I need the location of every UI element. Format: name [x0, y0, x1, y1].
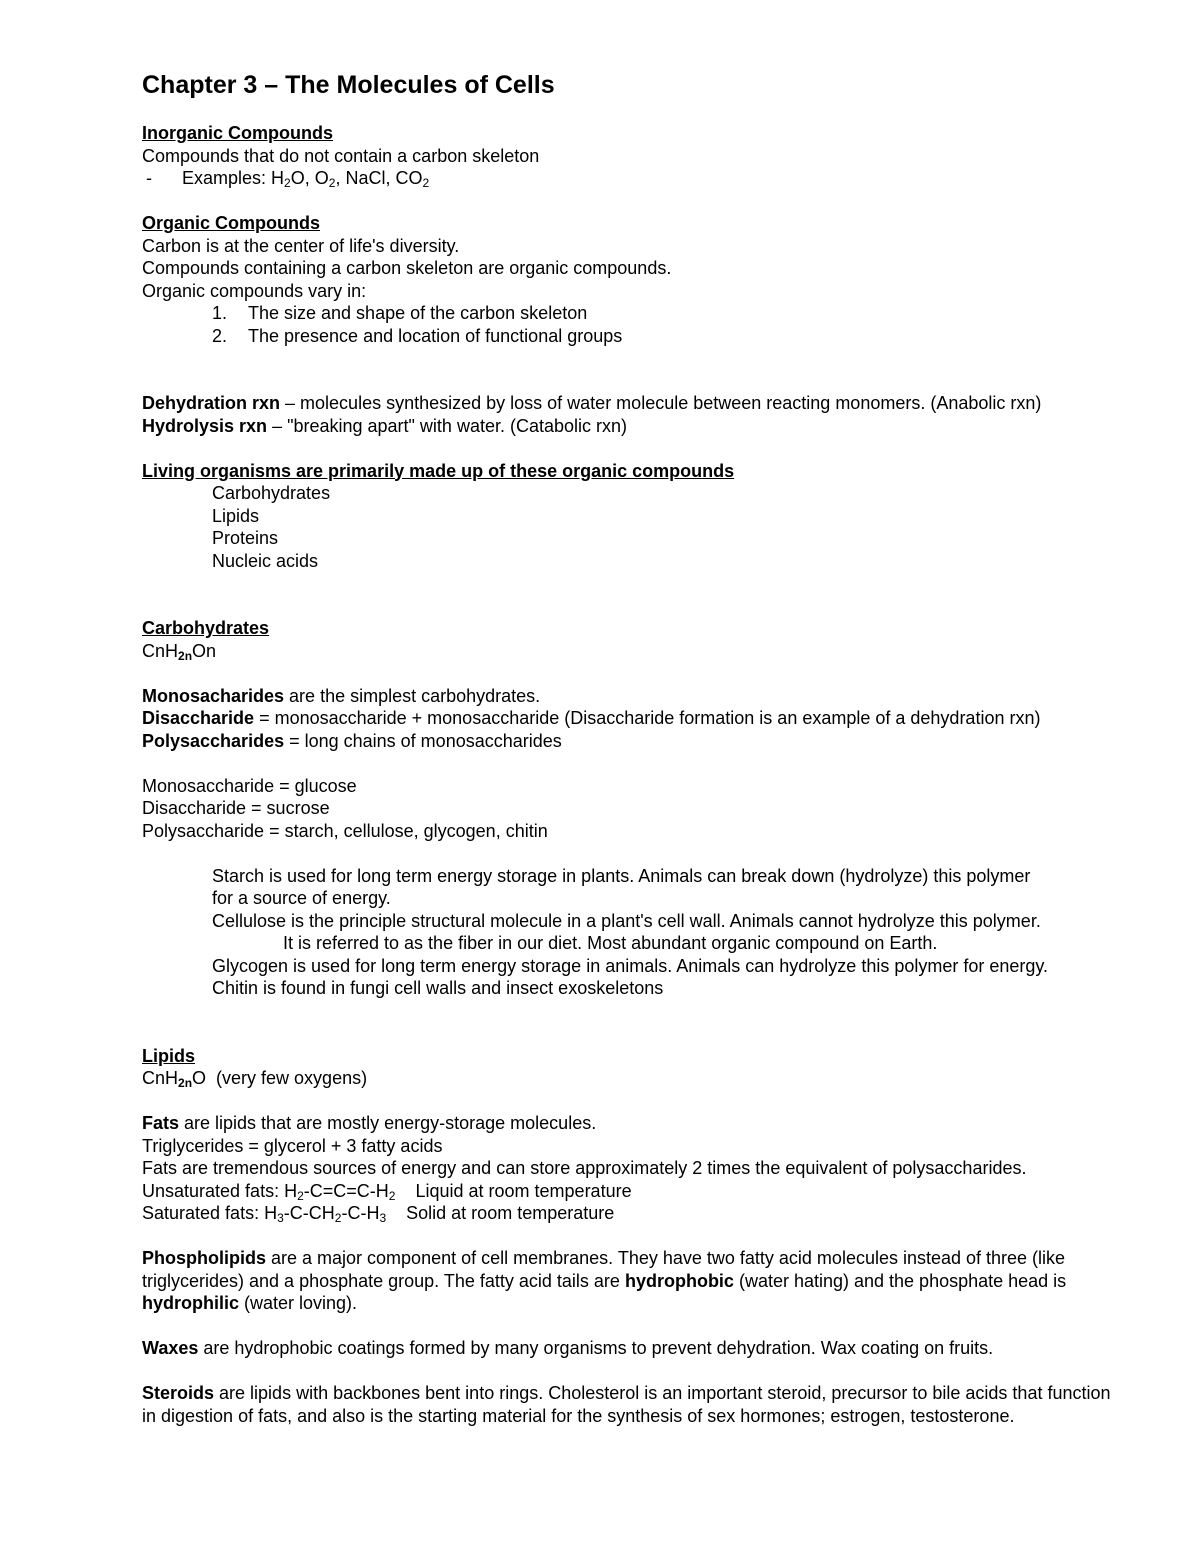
formula-part: O (very few oxygens) [192, 1068, 368, 1088]
paragraph-text: (water loving). [239, 1293, 358, 1313]
glycogen-line: Glycogen is used for long term energy storage in animals. Animals can hydrolyze this polymer for energy. [212, 955, 1049, 976]
living-item: Nucleic acids [212, 550, 319, 571]
fats-term: Fats [142, 1113, 180, 1133]
examples-label: Examples: H [182, 168, 285, 188]
list-number: 1. [212, 303, 228, 323]
paragraph-text: are lipids with backbones bent into rings. Cholesterol is an important steroid, precursor to bile acids that function in digestion of fats, and also is the starting material for the synthesis of sex hormones; estrogen, testosterone. [142, 1383, 1111, 1426]
organic-list-item-1 [142, 302, 1160, 325]
living-item: Lipids [212, 505, 260, 526]
hydrolysis-text: – "breaking apart" with water. (Catabolic rxn) [267, 415, 628, 436]
formula-part: CnH [142, 1068, 179, 1088]
carbs-example: Monosaccharide = glucose [142, 775, 357, 796]
fats-line [142, 1112, 1160, 1135]
starch-line-1: Starch is used for long term energy storage in plants. Animals can break down (hydrolyze) this polymer [212, 865, 1031, 886]
subscript: 2 [328, 176, 336, 190]
list-text: The presence and location of functional groups [248, 325, 623, 346]
dehydration-text: – molecules synthesized by loss of water molecule between reacting monomers. (Anabolic rxn) [280, 393, 1042, 413]
mono-term: Monosacharides [142, 685, 285, 706]
mono-line [142, 685, 1160, 708]
hydrophilic-term: hydrophilic [142, 1293, 240, 1313]
organic-line-2: Compounds containing a carbon skeleton are organic compounds. [142, 258, 672, 278]
mono-text: are the simplest carbohydrates. [284, 685, 541, 706]
formula-part: -C=C=C-H [303, 1180, 389, 1201]
formula-part: Unsaturated fats: H [142, 1180, 298, 1201]
carbs-formula [142, 640, 1160, 663]
organic-list-item-2 [142, 325, 1160, 348]
inorganic-heading: Inorganic Compounds [142, 123, 333, 143]
saturated-fats-line [142, 1202, 1160, 1225]
formula-part: -C-H [341, 1203, 380, 1223]
list-number: 2. [212, 325, 228, 346]
carbs-example: Disaccharide = sucrose [142, 798, 330, 818]
triglycerides-line: Triglycerides = glycerol + 3 fatty acids [142, 1135, 443, 1156]
waxes-term: Waxes [142, 1338, 199, 1358]
di-line [142, 707, 1160, 730]
examples-part-2: , NaCl, CO [335, 168, 423, 188]
subscript: 2 [297, 1188, 304, 1203]
paragraph-text: (water hating) and the phosphate head is [733, 1270, 1067, 1291]
subscript: 3 [379, 1211, 387, 1225]
fats-energy-line: Fats are tremendous sources of energy and can store approximately 2 times the equivalent of polysaccharides. [142, 1158, 1027, 1178]
dash-bullet: - [146, 168, 152, 188]
formula-part: Saturated fats: H [142, 1203, 278, 1223]
di-text: = monosaccharide + monosaccharide (Disaccharide formation is an example of a dehydration rxn) [254, 708, 1041, 728]
inorganic-examples [142, 167, 1160, 190]
paragraph-text: are a major component of cell membranes. They have two fatty acid molecules instead of three (like triglycerides) and a phosphate group. The fatty acid tails are [142, 1248, 1066, 1291]
list-text: The size and shape of the carbon skeleton [248, 303, 588, 323]
hydrolysis-term: Hydrolysis rxn [142, 415, 268, 436]
carbs-heading: Carbohydrates [142, 618, 270, 638]
page-title: Chapter 3 – The Molecules of Cells [142, 71, 555, 99]
living-heading: Living organisms are primarily made up of these organic compounds [142, 460, 735, 481]
organic-heading: Organic Compounds [142, 213, 321, 233]
formula-part: On [192, 640, 217, 661]
lipids-heading: Lipids [142, 1045, 195, 1066]
living-item: Proteins [212, 528, 279, 548]
steroids-paragraph [142, 1382, 1120, 1427]
examples-part-1: O, O [290, 168, 329, 188]
formula-part: Solid at room temperature [386, 1203, 615, 1223]
starch-line-2: for a source of energy. [212, 888, 391, 908]
hydrophobic-term: hydrophobic [624, 1270, 734, 1291]
poly-line [142, 730, 1160, 753]
cellulose-line-1: Cellulose is the principle structural molecule in a plant's cell wall. Animals cannot hydrolyze this polymer. [212, 910, 1041, 931]
subscript: 2 [334, 1211, 342, 1225]
di-term: Disaccharide [142, 708, 255, 728]
waxes-paragraph [142, 1337, 1120, 1360]
dehydration-line [142, 392, 1160, 415]
formula-part: -C-CH [283, 1203, 335, 1223]
unsaturated-fats-line [142, 1180, 1160, 1203]
living-item: Carbohydrates [212, 483, 331, 503]
fats-text: are lipids that are mostly energy-storage molecules. [179, 1113, 597, 1133]
lipids-formula [142, 1067, 1160, 1090]
carbs-example: Polysaccharide = starch, cellulose, glycogen, chitin [142, 820, 548, 841]
subscript: 2 [284, 176, 291, 190]
organic-line-1: Carbon is at the center of life's diversity. [142, 235, 460, 256]
paragraph-text: are hydrophobic coatings formed by many organisms to prevent dehydration. Wax coating on fruits. [198, 1338, 994, 1358]
formula-subscript: 2n [178, 1076, 193, 1090]
organic-line-3: Organic compounds vary in: [142, 280, 367, 301]
hydrolysis-line [142, 415, 1160, 438]
phospholipids-paragraph [142, 1247, 1120, 1315]
subscript: 2 [388, 1188, 396, 1203]
steroids-term: Steroids [142, 1383, 215, 1403]
poly-term: Polysaccharides [142, 730, 285, 751]
subscript: 3 [277, 1211, 284, 1225]
dehydration-term: Dehydration rxn [142, 393, 281, 413]
formula-part: CnH [142, 640, 179, 661]
formula-subscript: 2n [178, 648, 193, 663]
cellulose-line-2: It is referred to as the fiber in our diet. Most abundant organic compound on Earth. [283, 933, 938, 953]
chitin-line: Chitin is found in fungi cell walls and insect exoskeletons [212, 978, 664, 998]
formula-part: Liquid at room temperature [395, 1180, 632, 1201]
inorganic-definition: Compounds that do not contain a carbon skeleton [142, 145, 540, 166]
subscript: 2 [422, 176, 430, 190]
poly-text: = long chains of monosaccharides [284, 730, 562, 751]
phospholipids-term: Phospholipids [142, 1248, 266, 1268]
